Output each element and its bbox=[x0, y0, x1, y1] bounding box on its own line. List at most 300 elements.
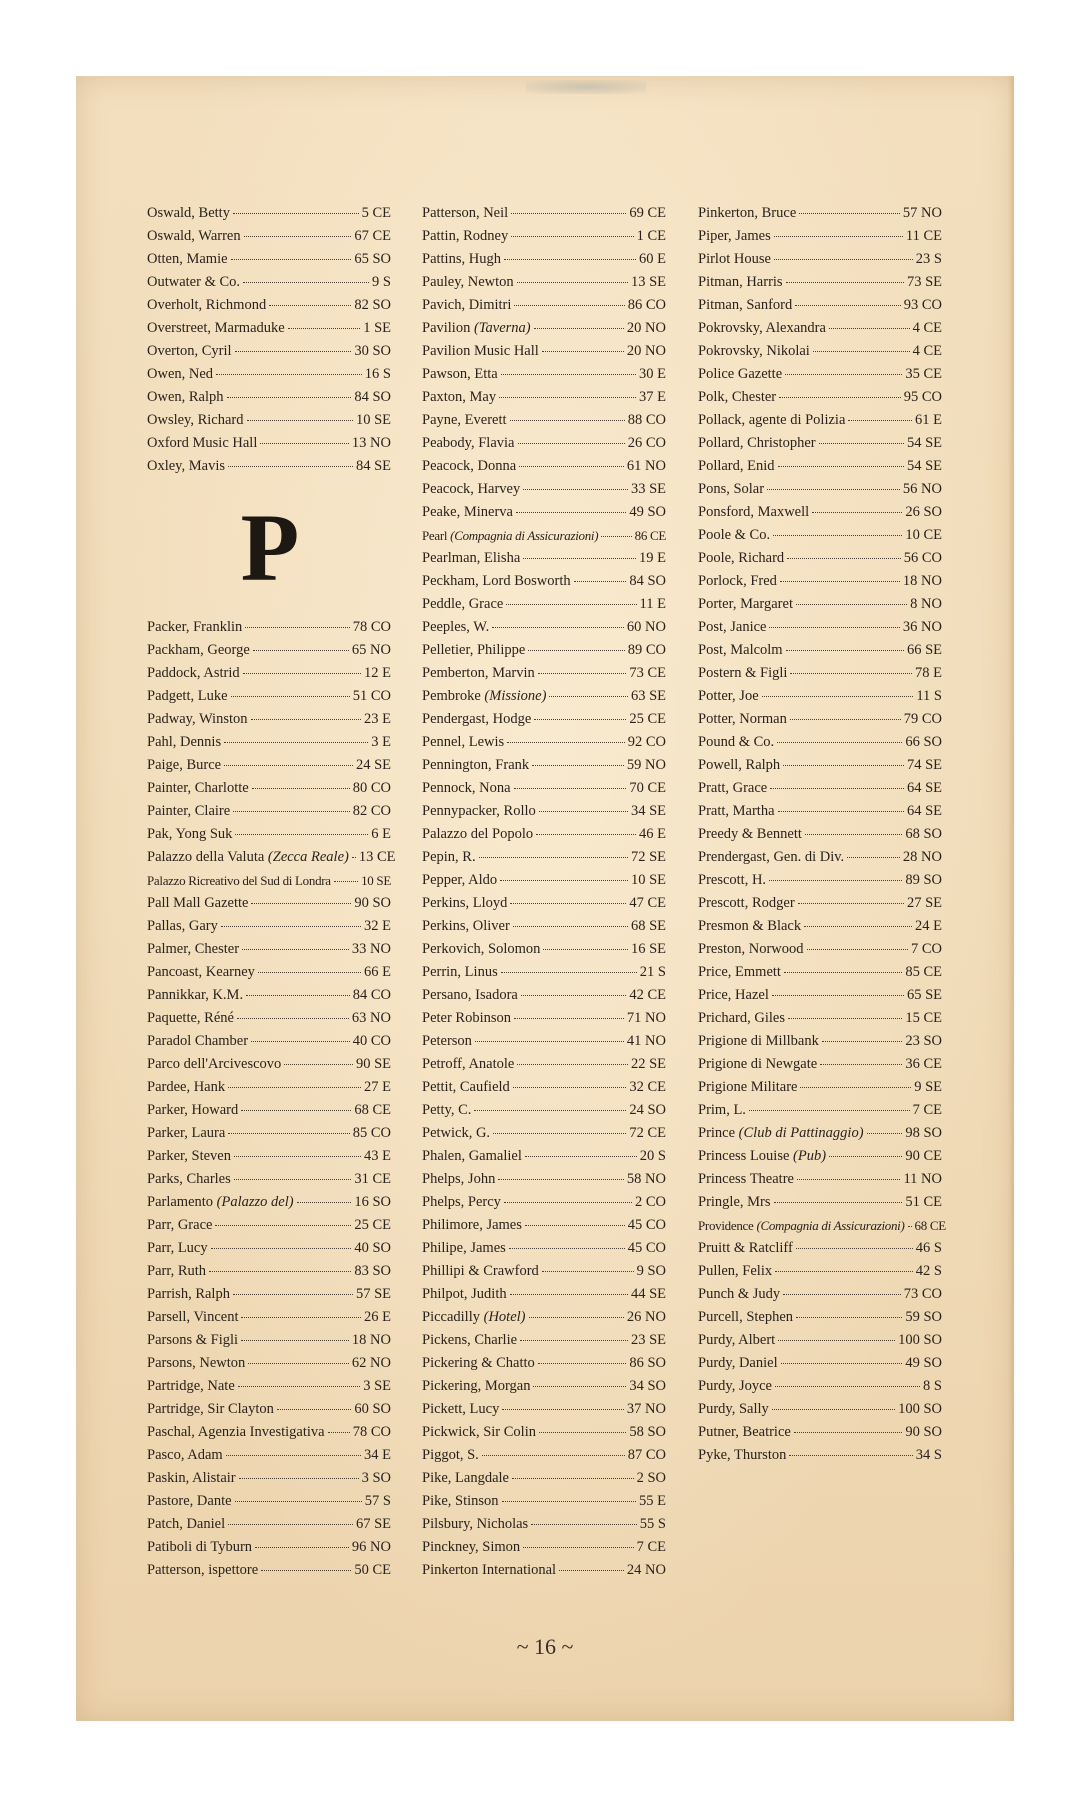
entry-name: Purdy, Joyce bbox=[698, 1378, 772, 1394]
entry-reference: 10 SE bbox=[361, 873, 391, 888]
index-entry bbox=[422, 708, 666, 731]
entry-name: Post, Malcolm bbox=[698, 642, 783, 658]
dot-leader bbox=[237, 1018, 349, 1019]
dot-leader bbox=[510, 903, 626, 904]
entry-reference: 31 CE bbox=[354, 1171, 391, 1187]
index-entry bbox=[147, 432, 391, 455]
paper-stain bbox=[526, 80, 646, 94]
entry-name: Purdy, Daniel bbox=[698, 1355, 778, 1371]
entry-name: Pike, Langdale bbox=[422, 1470, 509, 1486]
index-entry bbox=[698, 1444, 942, 1467]
entry-reference: 65 SO bbox=[354, 251, 391, 267]
entry-reference: 79 CO bbox=[903, 711, 942, 727]
entry-name: Pattin, Rodney bbox=[422, 228, 509, 244]
index-entry bbox=[147, 1260, 391, 1283]
entry-reference: 51 CO bbox=[352, 688, 391, 704]
dot-leader bbox=[251, 719, 362, 720]
dot-leader bbox=[813, 351, 910, 352]
entry-reference: 100 SO bbox=[898, 1401, 942, 1417]
index-entry bbox=[698, 961, 942, 984]
dot-leader bbox=[261, 1570, 351, 1571]
index-entry bbox=[147, 1076, 391, 1099]
index-entry bbox=[147, 363, 391, 386]
entry-reference: 65 NO bbox=[351, 642, 391, 658]
index-entry bbox=[698, 1076, 942, 1099]
entry-reference: 80 CO bbox=[352, 780, 391, 796]
entry-reference: 51 CE bbox=[905, 1194, 942, 1210]
entry-name: Overstreet, Marmaduke bbox=[147, 320, 285, 336]
dot-leader bbox=[235, 1501, 362, 1502]
entry-name: Paige, Burce bbox=[147, 757, 222, 773]
entry-name: Pavich, Dimitri bbox=[422, 297, 512, 313]
dot-leader bbox=[829, 1156, 902, 1157]
index-entry bbox=[147, 1237, 391, 1260]
entry-reference: 73 SE bbox=[906, 274, 942, 290]
index-entry bbox=[698, 1099, 942, 1122]
entry-reference: 16 SO bbox=[354, 1194, 391, 1210]
dot-leader bbox=[523, 1547, 633, 1548]
index-entry bbox=[147, 915, 391, 938]
index-entry bbox=[422, 1145, 666, 1168]
dot-leader bbox=[242, 949, 349, 950]
entry-reference: 20 NO bbox=[626, 320, 666, 336]
dot-leader bbox=[775, 1386, 920, 1387]
entry-reference: 35 CE bbox=[905, 366, 942, 382]
entry-name: Parsell, Vincent bbox=[147, 1309, 239, 1325]
index-entry bbox=[698, 1053, 942, 1076]
page-number: ~ 16 ~ bbox=[516, 1634, 574, 1659]
dot-leader bbox=[297, 1202, 352, 1203]
entry-name: Peake, Minerva bbox=[422, 504, 513, 520]
entry-note: (Hotel) bbox=[483, 1309, 526, 1325]
entry-name: Patiboli di Tyburn bbox=[147, 1539, 253, 1555]
entry-reference: 33 SE bbox=[630, 481, 666, 497]
dot-leader bbox=[251, 1041, 350, 1042]
index-entry bbox=[422, 1030, 666, 1053]
dot-leader bbox=[284, 1064, 353, 1065]
entry-reference: 86 CO bbox=[627, 297, 666, 313]
index-entry bbox=[698, 984, 942, 1007]
index-entry bbox=[147, 1559, 391, 1582]
entry-reference: 13 NO bbox=[351, 435, 391, 451]
index-entry bbox=[147, 1099, 391, 1122]
entry-reference: 8 S bbox=[923, 1378, 942, 1394]
dot-leader bbox=[224, 765, 353, 766]
dot-leader bbox=[518, 443, 625, 444]
index-entry bbox=[422, 777, 666, 800]
index-column-3 bbox=[698, 202, 946, 1467]
entry-reference: 23 SE bbox=[630, 1332, 666, 1348]
index-entry bbox=[422, 823, 666, 846]
entry-name: Peacock, Harvey bbox=[422, 481, 521, 497]
entry-name: Pemberton, Marvin bbox=[422, 665, 535, 681]
entry-reference: 96 NO bbox=[351, 1539, 391, 1555]
entries-before-letter bbox=[147, 202, 391, 478]
entry-name: Payne, Everett bbox=[422, 412, 507, 428]
index-entry bbox=[698, 1352, 942, 1375]
index-entry bbox=[147, 1536, 391, 1559]
index-entry bbox=[422, 754, 666, 777]
dot-leader bbox=[234, 1156, 361, 1157]
entry-reference: 82 SO bbox=[354, 297, 391, 313]
entry-name: Pastore, Dante bbox=[147, 1493, 232, 1509]
entry-reference: 68 SO bbox=[905, 826, 942, 842]
dot-leader bbox=[769, 880, 902, 881]
entry-reference: 26 E bbox=[364, 1309, 391, 1325]
index-entry bbox=[422, 639, 666, 662]
entry-name: Price, Emmett bbox=[698, 964, 781, 980]
dot-leader bbox=[228, 1133, 349, 1134]
entry-name: Parco dell'Arcivescovo bbox=[147, 1056, 282, 1072]
index-entry bbox=[147, 1444, 391, 1467]
index-entry bbox=[147, 1053, 391, 1076]
entry-name: Phelps, John bbox=[422, 1171, 496, 1187]
entry-name: Perkovich, Solomon bbox=[422, 941, 541, 957]
entry-reference: 2 SO bbox=[636, 1470, 666, 1486]
entry-name: Peeples, W. bbox=[422, 619, 490, 635]
entry-name: Parker, Laura bbox=[147, 1125, 226, 1141]
entry-name: Perkins, Oliver bbox=[422, 918, 510, 934]
entry-reference: 78 CO bbox=[352, 619, 391, 635]
index-entry bbox=[698, 409, 942, 432]
dot-leader bbox=[847, 857, 900, 858]
entry-name: Pannikkar, K.M. bbox=[147, 987, 244, 1003]
entry-name: Phelps, Percy bbox=[422, 1194, 501, 1210]
index-entry bbox=[698, 225, 942, 248]
dot-leader bbox=[908, 1226, 912, 1227]
entry-reference: 90 SE bbox=[355, 1056, 391, 1072]
entry-reference: 93 CO bbox=[903, 297, 942, 313]
index-entry bbox=[698, 938, 942, 961]
dot-leader bbox=[504, 259, 636, 260]
index-entry bbox=[698, 202, 942, 225]
section-letter: P bbox=[240, 493, 298, 601]
entry-name: Pratt, Grace bbox=[698, 780, 768, 796]
index-entry bbox=[422, 1283, 666, 1306]
dot-leader bbox=[235, 834, 368, 835]
entry-name: Otten, Mamie bbox=[147, 251, 228, 267]
entry-reference: 89 SO bbox=[905, 872, 942, 888]
index-entry bbox=[698, 363, 942, 386]
dot-leader bbox=[848, 420, 912, 421]
index-entry bbox=[147, 1513, 391, 1536]
entry-note: (Taverna) bbox=[473, 320, 531, 336]
entry-name: Partridge, Sir Clayton bbox=[147, 1401, 274, 1417]
entry-reference: 58 SO bbox=[629, 1424, 666, 1440]
entry-reference: 56 NO bbox=[902, 481, 942, 497]
entry-name: Palazzo della Valuta (Zecca Reale) bbox=[147, 849, 349, 865]
index-entry bbox=[147, 1352, 391, 1375]
entry-reference: 24 SO bbox=[629, 1102, 666, 1118]
entry-reference: 89 CO bbox=[627, 642, 666, 658]
entry-reference: 60 SO bbox=[354, 1401, 391, 1417]
dot-leader bbox=[211, 1248, 352, 1249]
index-entry bbox=[698, 501, 942, 524]
entry-reference: 70 CE bbox=[629, 780, 666, 796]
index-entry bbox=[698, 570, 942, 593]
index-entry bbox=[147, 984, 391, 1007]
index-entry bbox=[147, 800, 391, 823]
dot-leader bbox=[796, 604, 907, 605]
entry-name: Peterson bbox=[422, 1033, 472, 1049]
dot-leader bbox=[498, 1179, 624, 1180]
dot-leader bbox=[251, 903, 351, 904]
entry-name: Princess Theatre bbox=[698, 1171, 794, 1187]
index-entry bbox=[698, 777, 942, 800]
entry-reference: 61 NO bbox=[626, 458, 666, 474]
dot-leader bbox=[538, 673, 627, 674]
entry-reference: 50 CE bbox=[354, 1562, 391, 1578]
index-entry bbox=[147, 708, 391, 731]
dot-leader bbox=[800, 1087, 911, 1088]
index-entry bbox=[147, 1375, 391, 1398]
index-entry bbox=[147, 731, 391, 754]
dot-leader bbox=[783, 1294, 901, 1295]
index-entry bbox=[698, 1306, 942, 1329]
dot-leader bbox=[352, 857, 356, 858]
entry-name: Pahl, Dennis bbox=[147, 734, 222, 750]
dot-leader bbox=[549, 696, 628, 697]
dot-leader bbox=[492, 627, 624, 628]
index-entry bbox=[422, 662, 666, 685]
index-entry bbox=[422, 1099, 666, 1122]
index-entry bbox=[698, 823, 942, 846]
index-entry bbox=[422, 1490, 666, 1513]
entry-reference: 56 CO bbox=[903, 550, 942, 566]
index-entry bbox=[147, 409, 391, 432]
index-entry bbox=[147, 777, 391, 800]
entry-reference: 15 CE bbox=[905, 1010, 942, 1026]
dot-leader bbox=[775, 1271, 913, 1272]
index-entry bbox=[147, 294, 391, 317]
entry-reference: 66 E bbox=[364, 964, 391, 980]
entry-name: Punch & Judy bbox=[698, 1286, 781, 1302]
entry-reference: 11 NO bbox=[903, 1171, 942, 1187]
dot-leader bbox=[288, 328, 361, 329]
index-entry bbox=[698, 248, 942, 271]
index-entry bbox=[698, 524, 942, 547]
entry-reference: 9 S bbox=[372, 274, 391, 290]
entry-reference: 86 SO bbox=[629, 1355, 666, 1371]
index-entry bbox=[147, 1191, 391, 1214]
dot-leader bbox=[542, 1271, 634, 1272]
entry-name: Prigione Militare bbox=[698, 1079, 798, 1095]
entry-reference: 13 SE bbox=[630, 274, 666, 290]
dot-leader bbox=[233, 213, 359, 214]
entry-reference: 13 CE bbox=[358, 849, 396, 865]
entry-name: Prim, L. bbox=[698, 1102, 746, 1118]
entry-name: Post, Janice bbox=[698, 619, 767, 635]
entry-reference: 27 E bbox=[364, 1079, 391, 1095]
index-entry bbox=[698, 386, 942, 409]
dot-leader bbox=[509, 1248, 625, 1249]
entry-name: Pembroke (Missione) bbox=[422, 688, 547, 704]
entry-name: Petroff, Anatole bbox=[422, 1056, 515, 1072]
entry-name: Packham, George bbox=[147, 642, 250, 658]
index-entry bbox=[147, 1490, 391, 1513]
entry-reference: 10 SE bbox=[355, 412, 391, 428]
index-entry bbox=[422, 1214, 666, 1237]
dot-leader bbox=[521, 995, 627, 996]
entry-reference: 84 CO bbox=[352, 987, 391, 1003]
entry-reference: 95 CO bbox=[903, 389, 942, 405]
index-entry bbox=[147, 340, 391, 363]
entry-reference: 1 SE bbox=[363, 320, 391, 336]
entry-reference: 45 CO bbox=[627, 1217, 666, 1233]
index-entry bbox=[698, 317, 942, 340]
dot-leader bbox=[767, 489, 900, 490]
entry-reference: 10 CE bbox=[905, 527, 942, 543]
index-entry bbox=[422, 340, 666, 363]
index-entry bbox=[422, 915, 666, 938]
dot-leader bbox=[520, 1340, 628, 1341]
entry-reference: 46 S bbox=[915, 1240, 942, 1256]
entry-name: Pennypacker, Rollo bbox=[422, 803, 536, 819]
entry-name: Paquette, Réné bbox=[147, 1010, 234, 1026]
dot-leader bbox=[209, 1271, 351, 1272]
entry-name: Pickens, Charlie bbox=[422, 1332, 518, 1348]
dot-leader bbox=[233, 811, 350, 812]
entry-reference: 74 SE bbox=[906, 757, 942, 773]
index-entry bbox=[698, 708, 942, 731]
dot-leader bbox=[786, 650, 904, 651]
entry-name: Partridge, Nate bbox=[147, 1378, 235, 1394]
entry-reference: 90 CE bbox=[905, 1148, 942, 1164]
dot-leader bbox=[783, 765, 904, 766]
dot-leader bbox=[796, 1317, 902, 1318]
entry-name: Pollard, Enid bbox=[698, 458, 775, 474]
entry-reference: 78 E bbox=[915, 665, 942, 681]
index-entry bbox=[422, 1559, 666, 1582]
index-entry bbox=[422, 1306, 666, 1329]
entry-name: Parker, Steven bbox=[147, 1148, 231, 1164]
entry-reference: 64 SE bbox=[906, 803, 942, 819]
index-entry bbox=[147, 1306, 391, 1329]
index-entry bbox=[698, 1007, 942, 1030]
dot-leader bbox=[525, 1225, 625, 1226]
dot-leader bbox=[770, 788, 904, 789]
entry-name: Pennock, Nona bbox=[422, 780, 511, 796]
dot-leader bbox=[819, 443, 904, 444]
entry-name: Pickwick, Sir Colin bbox=[422, 1424, 536, 1440]
dot-leader bbox=[785, 374, 902, 375]
index-entry bbox=[698, 685, 942, 708]
index-entry bbox=[422, 1375, 666, 1398]
dot-leader bbox=[253, 650, 349, 651]
dot-leader bbox=[334, 881, 358, 882]
dot-leader bbox=[504, 1202, 632, 1203]
entry-reference: 36 CE bbox=[905, 1056, 942, 1072]
entry-reference: 26 SO bbox=[905, 504, 942, 520]
index-entry bbox=[422, 294, 666, 317]
entry-reference: 21 S bbox=[639, 964, 666, 980]
entry-name: Owsley, Richard bbox=[147, 412, 244, 428]
entry-name: Pyke, Thurston bbox=[698, 1447, 787, 1463]
entry-reference: 72 CE bbox=[629, 1125, 666, 1141]
entry-reference: 34 SE bbox=[630, 803, 666, 819]
entry-reference: 45 CO bbox=[627, 1240, 666, 1256]
dot-leader bbox=[774, 1202, 903, 1203]
index-entry bbox=[147, 892, 391, 915]
entry-name: Pavilion Music Hall bbox=[422, 343, 539, 359]
dot-leader bbox=[774, 236, 903, 237]
dot-leader bbox=[789, 1455, 912, 1456]
index-entry bbox=[698, 754, 942, 777]
dot-leader bbox=[513, 926, 628, 927]
dot-leader bbox=[790, 673, 912, 674]
index-entry bbox=[698, 1145, 942, 1168]
entry-name: Parks, Charles bbox=[147, 1171, 231, 1187]
index-entry bbox=[698, 1260, 942, 1283]
entry-reference: 23 S bbox=[915, 251, 942, 267]
index-entry bbox=[422, 1421, 666, 1444]
index-entry bbox=[422, 1053, 666, 1076]
dot-leader bbox=[749, 1110, 910, 1111]
entry-name: Pratt, Martha bbox=[698, 803, 775, 819]
entry-reference: 61 E bbox=[915, 412, 942, 428]
entry-name: Police Gazette bbox=[698, 366, 783, 382]
entry-name: Parker, Howard bbox=[147, 1102, 239, 1118]
index-entry bbox=[698, 892, 942, 915]
index-entry bbox=[147, 271, 391, 294]
entry-reference: 85 CE bbox=[905, 964, 942, 980]
dot-leader bbox=[534, 328, 624, 329]
dot-leader bbox=[226, 1455, 361, 1456]
dot-leader bbox=[538, 1363, 627, 1364]
entry-name: Philimore, James bbox=[422, 1217, 522, 1233]
entry-name: Pelletier, Philippe bbox=[422, 642, 526, 658]
dot-leader bbox=[528, 650, 624, 651]
index-entry bbox=[698, 593, 942, 616]
entry-name: Pinkerton International bbox=[422, 1562, 557, 1578]
entry-reference: 60 E bbox=[639, 251, 666, 267]
entry-reference: 73 CO bbox=[903, 1286, 942, 1302]
entry-reference: 78 CO bbox=[352, 1424, 391, 1440]
entry-name: Peddle, Grace bbox=[422, 596, 504, 612]
index-entry bbox=[422, 616, 666, 639]
entry-reference: 100 SO bbox=[898, 1332, 942, 1348]
entry-name: Piccadilly (Hotel) bbox=[422, 1309, 526, 1325]
entry-name: Oxford Music Hall bbox=[147, 435, 258, 451]
entry-reference: 44 SE bbox=[630, 1286, 666, 1302]
index-entry bbox=[422, 1191, 666, 1214]
dot-leader bbox=[502, 1409, 624, 1410]
dot-leader bbox=[788, 1018, 902, 1019]
dot-leader bbox=[523, 489, 628, 490]
index-entry bbox=[698, 1168, 942, 1191]
entry-reference: 68 SE bbox=[630, 918, 666, 934]
index-entry bbox=[422, 1352, 666, 1375]
dot-leader bbox=[772, 1409, 895, 1410]
entry-reference: 68 CE bbox=[914, 1218, 946, 1233]
entry-name: Pound & Co. bbox=[698, 734, 775, 750]
index-entry bbox=[698, 340, 942, 363]
entry-name: Pepper, Aldo bbox=[422, 872, 498, 888]
index-entry bbox=[698, 616, 942, 639]
dot-leader bbox=[786, 282, 904, 283]
index-entry bbox=[147, 754, 391, 777]
entry-name: Pallas, Gary bbox=[147, 918, 218, 934]
dot-leader bbox=[820, 1064, 902, 1065]
index-entry bbox=[698, 1191, 942, 1214]
index-entry bbox=[698, 1122, 942, 1145]
entry-name: Peacock, Donna bbox=[422, 458, 517, 474]
dot-leader bbox=[512, 1478, 634, 1479]
entry-reference: 25 CE bbox=[629, 711, 666, 727]
dot-leader bbox=[516, 512, 626, 513]
entry-reference: 3 SE bbox=[363, 1378, 391, 1394]
dot-leader bbox=[228, 1524, 353, 1525]
